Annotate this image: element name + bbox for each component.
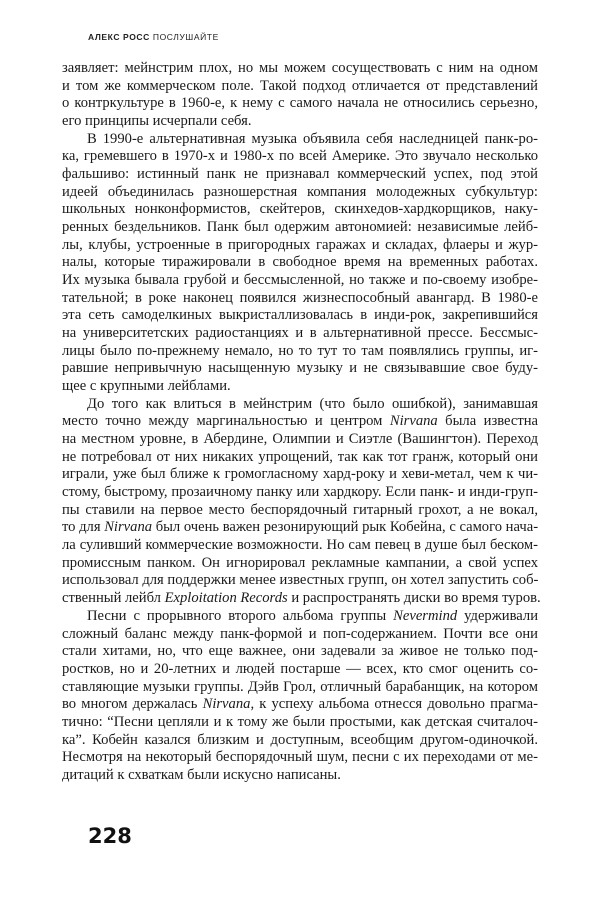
text-line — [62, 661, 538, 679]
text-line — [62, 572, 538, 590]
text-line — [62, 484, 538, 502]
text-line — [62, 343, 538, 361]
text-segment: Несмотря на некоторый беспорядочный шум, песни с их переходами от ме- — [62, 749, 538, 766]
text-segment: ренных бездельников. Панк был одержим автономией: независимые лейб- — [62, 219, 538, 236]
text-line — [62, 679, 538, 697]
text-segment: лы, клубы, устроенные в пригородных гаражах и складах, флаеры и жур- — [62, 236, 538, 253]
text-segment: и том же коммерческом поле. Такой подход отличается от представлений — [62, 77, 538, 94]
text-segment: тично: “Песни цепляли и к тому же были простыми, как детская считалоч- — [62, 713, 538, 730]
text-segment: стому, быстрому, прозаичному панку или хардкору. Если панк- и инди-груп- — [62, 484, 538, 501]
text-segment: играли, уже был ближе к громогласному хард-року и хеви-метал, чем к чи- — [62, 466, 538, 483]
running-header-title: ПОСЛУШАЙТЕ — [152, 32, 219, 42]
text-segment: В 1990-е альтернативная музыка объявила себя наследницей панк-ро- — [87, 130, 538, 147]
text-line — [62, 95, 538, 113]
text-line — [62, 131, 538, 149]
text-segment: на университетских радиостанциях и в альтернативной прессе. Бессмыс- — [62, 325, 538, 342]
paragraph — [62, 608, 538, 785]
text-segment: стали хитами, но, что еще важнее, они задевали за живое не только под- — [62, 643, 538, 660]
text-segment: равшие непривычную насыщенную музыку и не связывавшие свое буду- — [62, 360, 538, 377]
text-segment: тательной; в роке наконец появился жизнеспособный авангард. В 1980-е — [62, 289, 538, 306]
running-header — [88, 32, 219, 42]
text-line — [62, 378, 538, 396]
text-line — [62, 555, 538, 573]
text-segment: и распространять диски во время туров. — [287, 590, 541, 607]
text-segment: был очень важен резонирующий рык Кобейна, с самого нача- — [152, 519, 539, 536]
text-line — [62, 78, 538, 96]
text-line — [62, 290, 538, 308]
text-segment: была известна — [437, 413, 539, 430]
text-segment: удерживали — [457, 607, 539, 624]
text-line — [62, 201, 538, 219]
text-line — [62, 696, 538, 714]
text-line — [62, 608, 538, 626]
text-line — [62, 749, 538, 767]
text-segment: пы ставили на первое место беспорядочный гитарный грохот, а не вокал, — [62, 501, 538, 518]
italic-title: Nirvana — [104, 519, 153, 536]
text-segment: промиссным панком. Он игнорировал рекламные кампании, а свой успех — [62, 554, 538, 571]
text-line — [62, 254, 538, 272]
text-line — [62, 219, 538, 237]
text-segment: о контркультуре в 1960-е, к нему с самого начала не относились серьезно, — [62, 95, 538, 112]
text-line — [62, 732, 538, 750]
text-line — [62, 714, 538, 732]
text-segment: место точно между маргинальностью и центром — [62, 413, 390, 430]
text-segment: во многом держалась — [62, 696, 203, 713]
text-line — [62, 626, 538, 644]
text-segment: До того как влиться в мейнстрим (что было ошибкой), занимавшая — [87, 395, 538, 412]
text-line — [62, 537, 538, 555]
text-line — [62, 502, 538, 520]
text-line — [62, 307, 538, 325]
italic-title: Nirvana — [202, 696, 251, 713]
paragraph — [62, 131, 538, 396]
text-line — [62, 113, 538, 131]
text-line — [62, 590, 541, 608]
text-segment: использовал для поддержки менее известных групп, он хотел запустить соб- — [62, 572, 539, 589]
text-segment: налы, которые тиражировали в свободное время на временных работах. — [62, 254, 538, 271]
text-line — [62, 431, 538, 449]
text-segment: школьных нонконформистов, скейтеров, скинхедов-хардкорщиков, наку- — [62, 201, 538, 218]
text-segment: дитаций к схваткам были искусно написаны. — [62, 766, 341, 783]
text-segment: не потребовал от них никаких упрощений, так как тот гранж, который они — [62, 448, 538, 465]
text-line — [62, 466, 538, 484]
text-line — [62, 60, 538, 78]
text-line — [62, 396, 538, 414]
text-segment: идеей объединилась разношерстная компания молодежных субкультур: — [62, 183, 538, 200]
text-line — [62, 184, 538, 202]
text-line — [62, 449, 538, 467]
text-segment: Песни с прорывного второго альбома группы — [87, 607, 394, 624]
text-segment: ла суливший коммерческие возможности. Но сам певец в душе был беском- — [62, 537, 538, 554]
text-segment: ка, гремевшего в 1970-х и 1980-х по всей Америке. Это звучало несколько — [62, 148, 538, 165]
text-segment: его принципы исчерпали себя. — [62, 113, 252, 130]
text-segment: эта сеть самоделкиных выкристаллизовалась в инди-рок, закрепившийся — [62, 307, 538, 324]
running-header-author: АЛЕКС РОСС — [88, 32, 150, 42]
text-segment: щее с крупными лейблами. — [62, 378, 231, 395]
paragraph — [62, 395, 541, 608]
text-segment: то для — [62, 519, 105, 536]
text-line — [62, 413, 538, 431]
italic-title: Nirvana — [389, 413, 438, 430]
page-body-text — [62, 60, 541, 785]
text-line — [62, 360, 538, 378]
text-line — [62, 519, 538, 537]
page-number: 228 — [88, 824, 132, 848]
italic-title: Exploitation Records — [164, 590, 288, 607]
text-segment: на местном уровне, в Абердине, Олимпии и Сиэтле (Вашингтон). Переход — [62, 431, 538, 448]
text-line — [62, 325, 538, 343]
text-line — [62, 166, 538, 184]
text-segment: , к успеху альбома отнесся довольно прагма- — [250, 696, 538, 713]
text-segment: Их музыка бывала грубой и бессмысленной, но также и по-своему изобре- — [62, 272, 538, 289]
text-segment: ростков, но и 20-летних и людей постарше — всех, кто смог оценить со- — [62, 660, 538, 677]
text-line — [62, 643, 538, 661]
text-segment: лицы было по-прежнему немало, но то тут то там появлялись группы, иг- — [62, 342, 538, 359]
text-line — [62, 272, 538, 290]
text-line — [62, 148, 538, 166]
text-segment: сложный баланс между панк-формой и поп-содержанием. Почти все они — [62, 625, 538, 642]
text-segment: ставляющие музыки группы. Дэйв Грол, отличный барабанщик, на котором — [62, 678, 538, 695]
text-line — [62, 237, 538, 255]
text-segment: фальшиво: истинный панк не признавал коммерческий успех, под этой — [62, 166, 538, 183]
text-segment: ственный лейбл — [62, 590, 165, 607]
paragraph — [62, 60, 538, 131]
text-segment: заявляет: мейнстрим плох, но мы можем сосуществовать с ним на одном — [62, 60, 538, 76]
italic-title: Nevermind — [393, 607, 458, 624]
text-line — [62, 767, 538, 785]
text-segment: ка”. Кобейн казался близким и доступным, всеобщим другом-одиночкой. — [62, 731, 538, 748]
